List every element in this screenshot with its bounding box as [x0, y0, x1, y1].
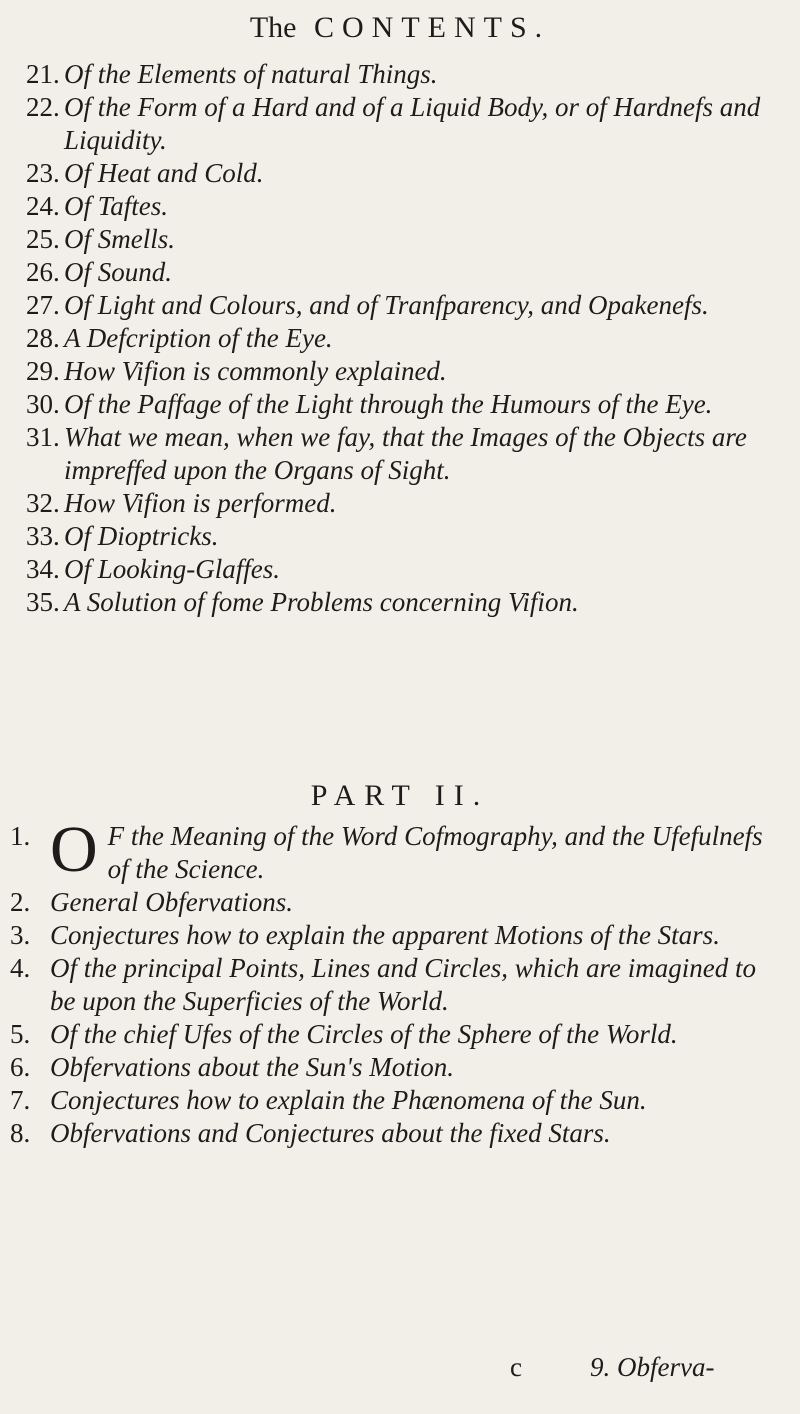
- list-item: 26. Of Sound.: [26, 257, 172, 287]
- list-item: 34. Of Looking-Glaffes.: [26, 554, 280, 584]
- list-item: 23. Of Heat and Cold.: [26, 158, 264, 188]
- list-item: 31. What we mean, when we fay, that the Images of the Objects are impreffed upon the Organs of Sight.: [26, 422, 747, 485]
- catchword: 9. Obferva-: [590, 1352, 715, 1382]
- list-item: 3. Conjectures how to explain the apparent Motions of the Stars.: [10, 920, 720, 950]
- header-contents: CONTENTS.: [313, 11, 551, 44]
- list-item: 4. Of the principal Points, Lines and Circles, which are imagined to be upon the Superficies of the World.: [10, 953, 756, 1016]
- list-item: 33. Of Dioptricks.: [26, 521, 219, 551]
- list-item: 35. A Solution of fome Problems concerning Vifion.: [26, 587, 579, 617]
- header-the: The: [249, 11, 297, 44]
- signature-mark: c: [510, 1352, 522, 1382]
- list-item: 30. Of the Paffage of the Light through the Humours of the Eye.: [26, 389, 713, 419]
- drop-cap-initial: O: [50, 813, 98, 886]
- list-item: 25. Of Smells.: [26, 224, 175, 254]
- part-heading: PART II.: [310, 779, 490, 812]
- contents-list-part-1: [26, 58, 766, 619]
- list-item: 32. How Vifion is performed.: [26, 488, 337, 518]
- list-item: 22. Of the Form of a Hard and of a Liquid Body, or of Hardnefs and Liquidity.: [26, 92, 761, 155]
- list-item: 6. Obfervations about the Sun's Motion.: [10, 1052, 454, 1082]
- list-item: 29. How Vifion is commonly explained.: [26, 356, 447, 386]
- list-item: 27. Of Light and Colours, and of Tranfparency, and Opakenefs.: [26, 290, 709, 320]
- list-item: 7. Conjectures how to explain the Phænomena of the Sun.: [10, 1085, 647, 1115]
- list-item: 2. General Obfervations.: [10, 887, 293, 917]
- list-item: 24. Of Taftes.: [26, 191, 169, 221]
- list-item: 21. Of the Elements of natural Things.: [26, 59, 438, 89]
- list-item: 28. A Defcription of the Eye.: [26, 323, 333, 353]
- contents-list-part-2: [10, 813, 770, 1150]
- running-header: [0, 10, 800, 46]
- page-footer: [0, 1352, 800, 1392]
- list-item-first: 1. O F the Meaning of the Word Cofmography, and the Ufefulnefs of the Science.: [10, 813, 763, 886]
- list-item: 8. Obfervations and Conjectures about the fixed Stars.: [10, 1118, 611, 1148]
- list-item: 5. Of the chief Ufes of the Circles of the Sphere of the World.: [10, 1019, 678, 1049]
